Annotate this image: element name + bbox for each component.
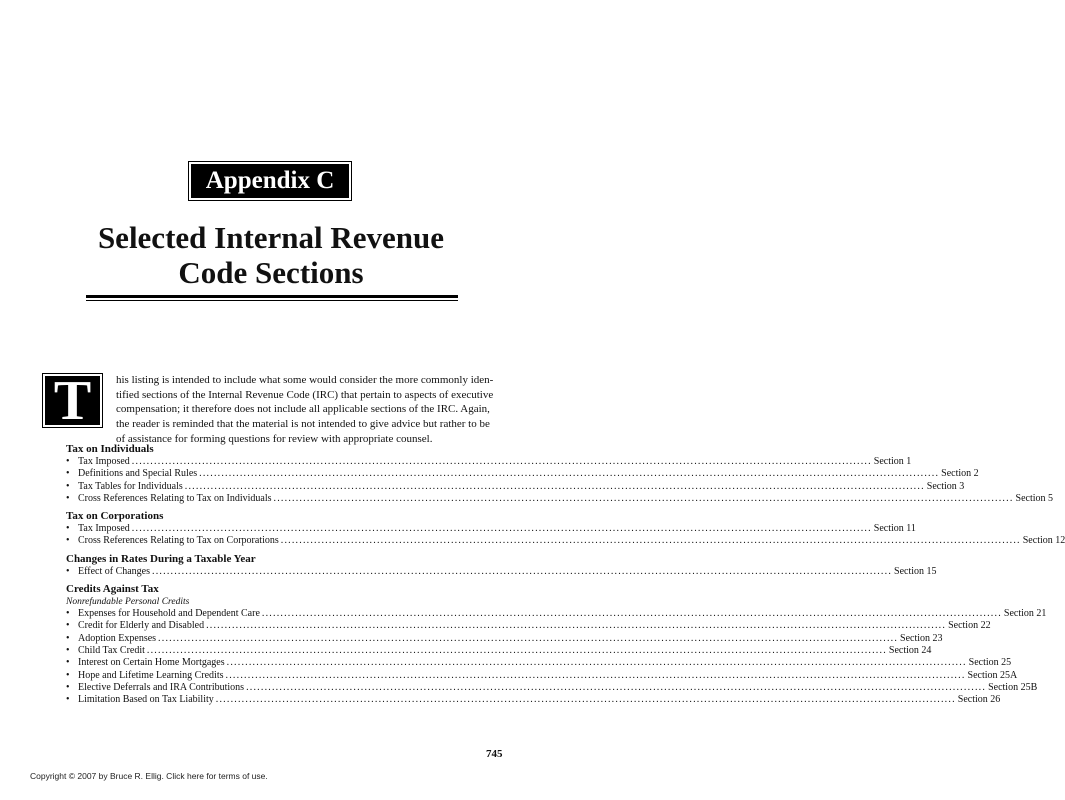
title-line-2: Code Sections bbox=[178, 255, 364, 290]
bullet-icon: • bbox=[66, 480, 70, 492]
bullet-icon: • bbox=[66, 456, 70, 467]
entry-section-ref: Section 25B bbox=[988, 681, 1038, 693]
bullet-icon: • bbox=[66, 608, 70, 620]
intro-line: of assistance for forming questions for review with appropriate counsel. bbox=[116, 432, 433, 445]
dot-leader: ........................................................................................................................................................................................................ bbox=[158, 632, 899, 644]
dot-leader: ........................................................................................................................................................................................................ bbox=[199, 468, 940, 480]
list-item bbox=[66, 694, 1001, 706]
bullet-icon: • bbox=[66, 657, 70, 669]
intro-paragraph bbox=[116, 373, 500, 446]
entry-section-ref: Section 12 bbox=[1022, 535, 1065, 547]
bullet-icon: • bbox=[66, 492, 70, 504]
dot-leader: ........................................................................................................................................................................................................ bbox=[215, 694, 956, 706]
dot-leader: ........................................................................................................................................................................................................ bbox=[226, 657, 967, 669]
bullet-icon: • bbox=[66, 644, 70, 656]
dot-leader: ........................................................................................................................................................................................................ bbox=[225, 669, 966, 681]
entry-title: Tax Tables for Individuals bbox=[78, 480, 183, 492]
title-line-1: Selected Internal Revenue bbox=[97, 220, 445, 255]
list-item bbox=[66, 468, 979, 480]
intro-line: his listing is intended to include what some would consider the more commonly iden- bbox=[116, 374, 494, 386]
dot-leader: ........................................................................................................................................................................................................ bbox=[273, 492, 1014, 504]
list-item bbox=[66, 456, 912, 468]
bullet-icon: • bbox=[66, 468, 70, 480]
dot-leader: ........................................................................................................................................................................................................ bbox=[131, 523, 872, 535]
dot-leader: ........................................................................................................................................................................................................ bbox=[184, 480, 925, 492]
list-item bbox=[66, 480, 965, 493]
group-heading: Tax on Corporations bbox=[66, 510, 164, 523]
entry-title: Effect of Changes bbox=[78, 565, 151, 577]
entry-title: Tax Imposed bbox=[78, 456, 130, 467]
list-item bbox=[66, 565, 937, 578]
intro-line: the reader is reminded that the material is not intended to give advice but rather to be bbox=[116, 418, 490, 431]
entry-section-ref: Section 5 bbox=[1015, 492, 1054, 504]
intro-line: tified sections of the Internal Revenue Code (IRC) that pertain to aspects of executive bbox=[116, 388, 494, 401]
entry-title: Elective Deferrals and IRA Contributions bbox=[78, 681, 245, 693]
drop-cap-letter: T bbox=[45, 376, 100, 425]
entry-title: Cross References Relating to Tax on Corporations bbox=[78, 535, 279, 547]
bullet-icon: • bbox=[66, 632, 70, 644]
entry-title: Definitions and Special Rules bbox=[78, 468, 198, 480]
list-item bbox=[66, 669, 1018, 682]
entry-section-ref: Section 23 bbox=[900, 632, 943, 644]
list-item bbox=[66, 523, 916, 535]
dot-leader: ........................................................................................................................................................................................................ bbox=[261, 608, 1002, 620]
copyright-link[interactable]: Copyright © 2007 by Bruce R. Ellig. Click here for terms of use. bbox=[30, 771, 268, 781]
entry-title: Limitation Based on Tax Liability bbox=[78, 694, 214, 706]
entry-title: Child Tax Credit bbox=[78, 644, 145, 656]
entry-section-ref: Section 21 bbox=[1003, 608, 1047, 620]
list-item bbox=[66, 681, 1038, 694]
entry-section-ref: Section 26 bbox=[957, 694, 1001, 706]
entry-title: Cross References Relating to Tax on Individuals bbox=[78, 492, 272, 504]
entry-title: Hope and Lifetime Learning Credits bbox=[78, 669, 224, 681]
entry-section-ref: Section 25 bbox=[968, 657, 1012, 669]
bullet-icon: • bbox=[66, 535, 70, 547]
bullet-icon: • bbox=[66, 620, 70, 632]
entry-section-ref: Section 2 bbox=[941, 468, 979, 480]
entry-title: Adoption Expenses bbox=[78, 632, 157, 644]
bullet-icon: • bbox=[66, 565, 70, 577]
dot-leader: ........................................................................................................................................................................................................ bbox=[246, 681, 987, 693]
bullet-icon: • bbox=[66, 694, 70, 706]
intro-line: compensation; it therefore does not include all applicable sections of the IRC. Again, bbox=[116, 403, 490, 416]
list-item bbox=[66, 657, 1012, 669]
list-item bbox=[66, 632, 943, 645]
group-subheading: Nonrefundable Personal Credits bbox=[66, 597, 190, 608]
bullet-icon: • bbox=[66, 681, 70, 693]
group-heading: Tax on Individuals bbox=[66, 443, 154, 455]
entry-title: Interest on Certain Home Mortgages bbox=[78, 657, 225, 669]
entry-title: Tax Imposed bbox=[78, 523, 130, 535]
group-heading: Credits Against Tax bbox=[66, 583, 159, 596]
dot-leader: ........................................................................................................................................................................................................ bbox=[146, 644, 887, 656]
dot-leader: ........................................................................................................................................................................................................ bbox=[206, 620, 947, 632]
page-title bbox=[60, 220, 482, 290]
list-item bbox=[66, 492, 1054, 505]
entry-title: Expenses for Household and Dependent Care bbox=[78, 608, 260, 620]
dot-leader: ........................................................................................................................................................................................................ bbox=[131, 456, 872, 467]
list-item bbox=[66, 608, 1047, 620]
entry-section-ref: Section 15 bbox=[894, 565, 937, 577]
bullet-icon: • bbox=[66, 523, 70, 535]
entry-title: Credit for Elderly and Disabled bbox=[78, 620, 205, 632]
dot-leader: ........................................................................................................................................................................................................ bbox=[152, 565, 893, 577]
list-item bbox=[66, 535, 1065, 547]
entry-section-ref: Section 1 bbox=[873, 456, 912, 467]
list-item bbox=[66, 644, 932, 657]
entry-section-ref: Section 3 bbox=[926, 480, 965, 492]
list-item bbox=[66, 620, 991, 632]
title-rule-thick bbox=[86, 295, 458, 298]
appendix-label: Appendix C bbox=[191, 164, 349, 198]
title-rule-thin bbox=[86, 300, 458, 301]
appendix-label-box bbox=[188, 161, 352, 201]
entry-section-ref: Section 11 bbox=[873, 523, 916, 535]
entry-section-ref: Section 25A bbox=[967, 669, 1018, 681]
entry-section-ref: Section 22 bbox=[948, 620, 991, 632]
page-number: 745 bbox=[486, 748, 503, 760]
group-heading: Changes in Rates During a Taxable Year bbox=[66, 552, 256, 565]
drop-cap-box bbox=[42, 369, 103, 432]
bullet-icon: • bbox=[66, 669, 70, 681]
dot-leader: ........................................................................................................................................................................................................ bbox=[280, 535, 1021, 547]
entry-section-ref: Section 24 bbox=[888, 644, 932, 656]
section-listing bbox=[66, 443, 1065, 706]
